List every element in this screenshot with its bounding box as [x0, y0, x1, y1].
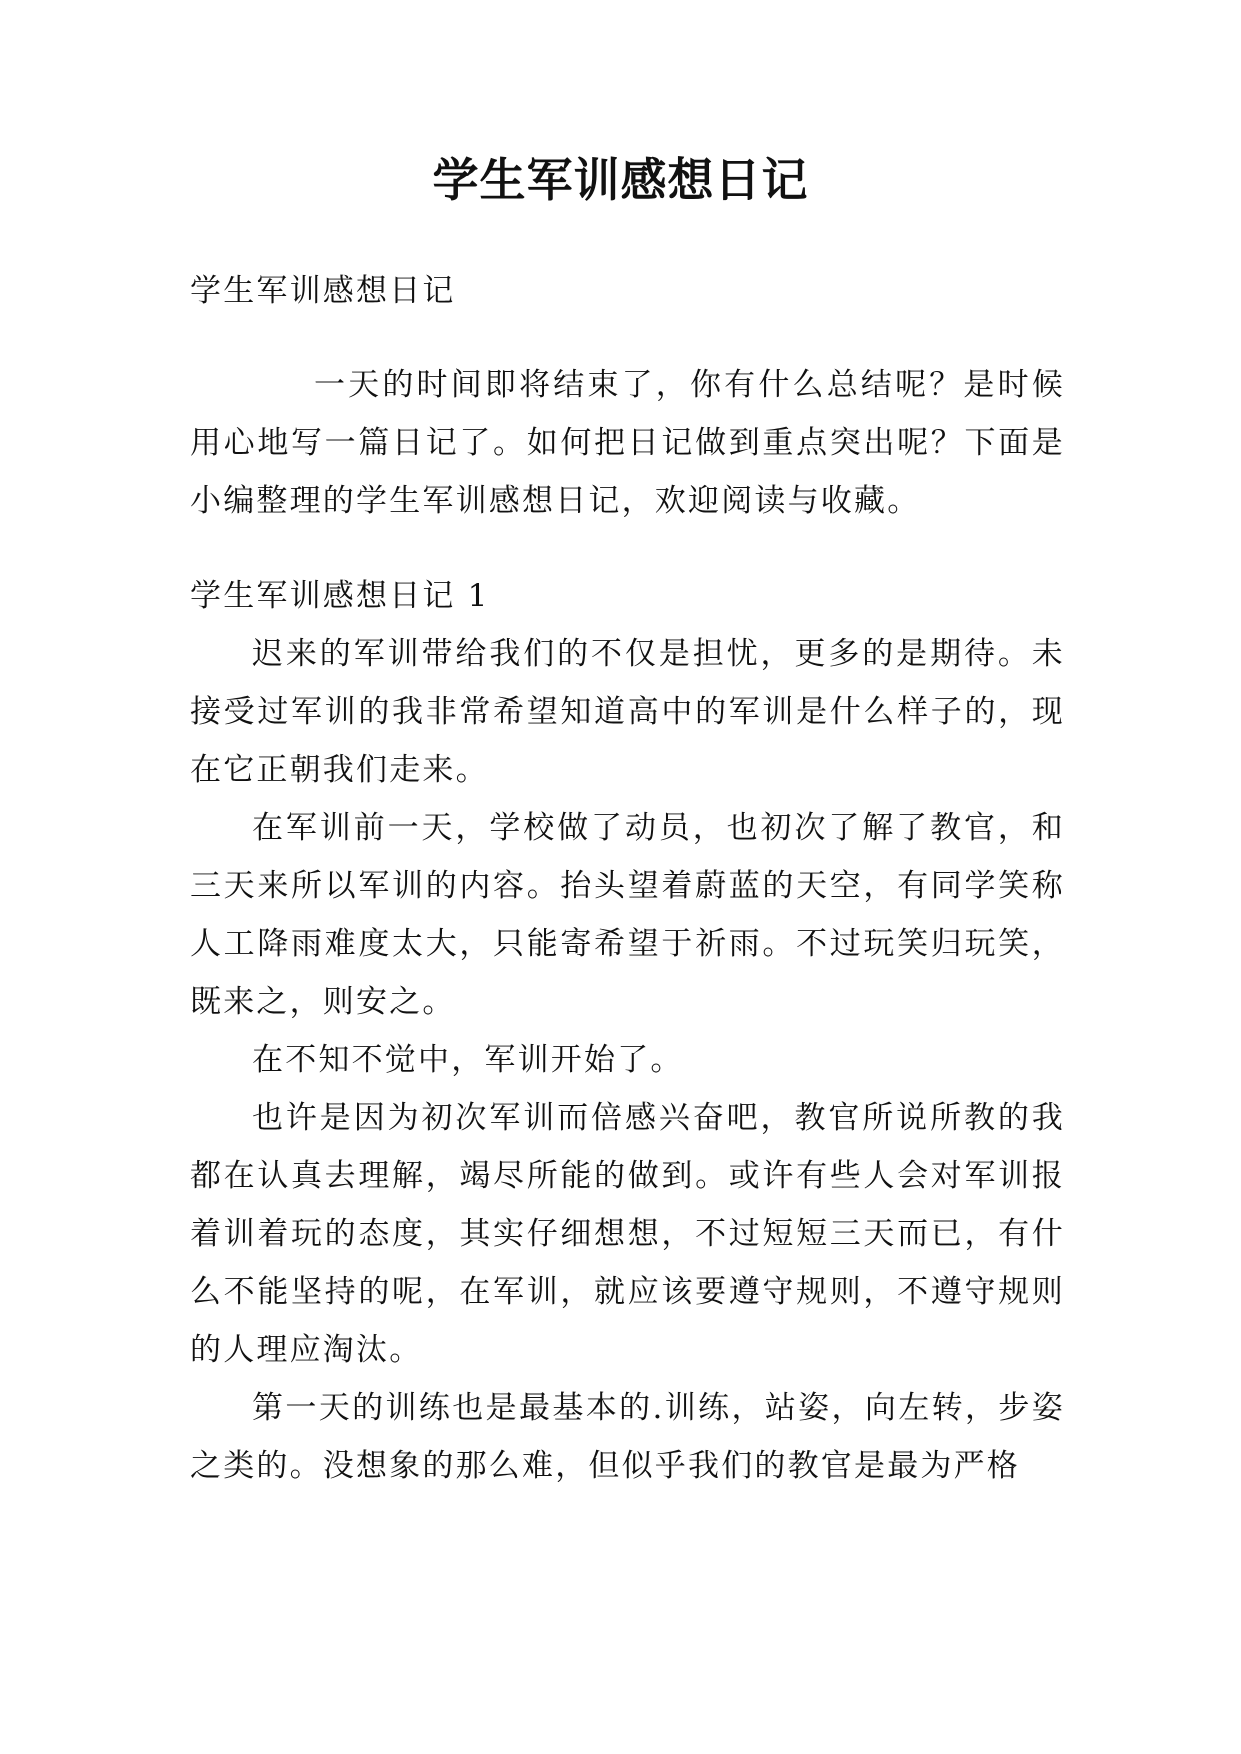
diary-body — [190, 625, 1065, 1495]
section-heading: 学生军训感想日记 1 — [190, 578, 490, 614]
document-subtitle: 学生军训感想日记 — [190, 273, 456, 309]
body-paragraph: 在不知不觉中，军训开始了。 — [252, 1042, 684, 1078]
intro-block — [190, 356, 1065, 530]
intro-paragraph: 一天的时间即将结束了，你有什么总结呢？是时候用心地写一篇日记了。如何把日记做到重点突出呢？下面是小编整理的学生军训感想日记，欢迎阅读与收藏。 — [190, 367, 1065, 519]
body-paragraph: 在军训前一天，学校做了动员，也初次了解了教官，和三天来所以军训的内容。抬头望着蔚蓝的天空，有同学笑称人工降雨难度太大，只能寄希望于祈雨。不过玩笑归玩笑，既来之，则安之。 — [190, 810, 1065, 1020]
body-paragraph: 第一天的训练也是最基本的.训练，站姿，向左转，步姿之类的。没想象的那么难，但似乎我们的教官是最为严格 — [190, 1390, 1065, 1484]
document-title: 学生军训感想日记 — [432, 153, 809, 207]
body-paragraph: 迟来的军训带给我们的不仅是担忧，更多的是期待。未接受过军训的我非常希望知道高中的军训是什么样子的，现在它正朝我们走来。 — [190, 636, 1065, 788]
body-paragraph: 也许是因为初次军训而倍感兴奋吧，教官所说所教的我都在认真去理解，竭尽所能的做到。或许有些人会对军训报着训着玩的态度，其实仔细想想，不过短短三天而已，有什么不能坚持的呢，在军训，就应该要遵守规则，不遵守规则的人理应淘汰。 — [190, 1100, 1065, 1368]
